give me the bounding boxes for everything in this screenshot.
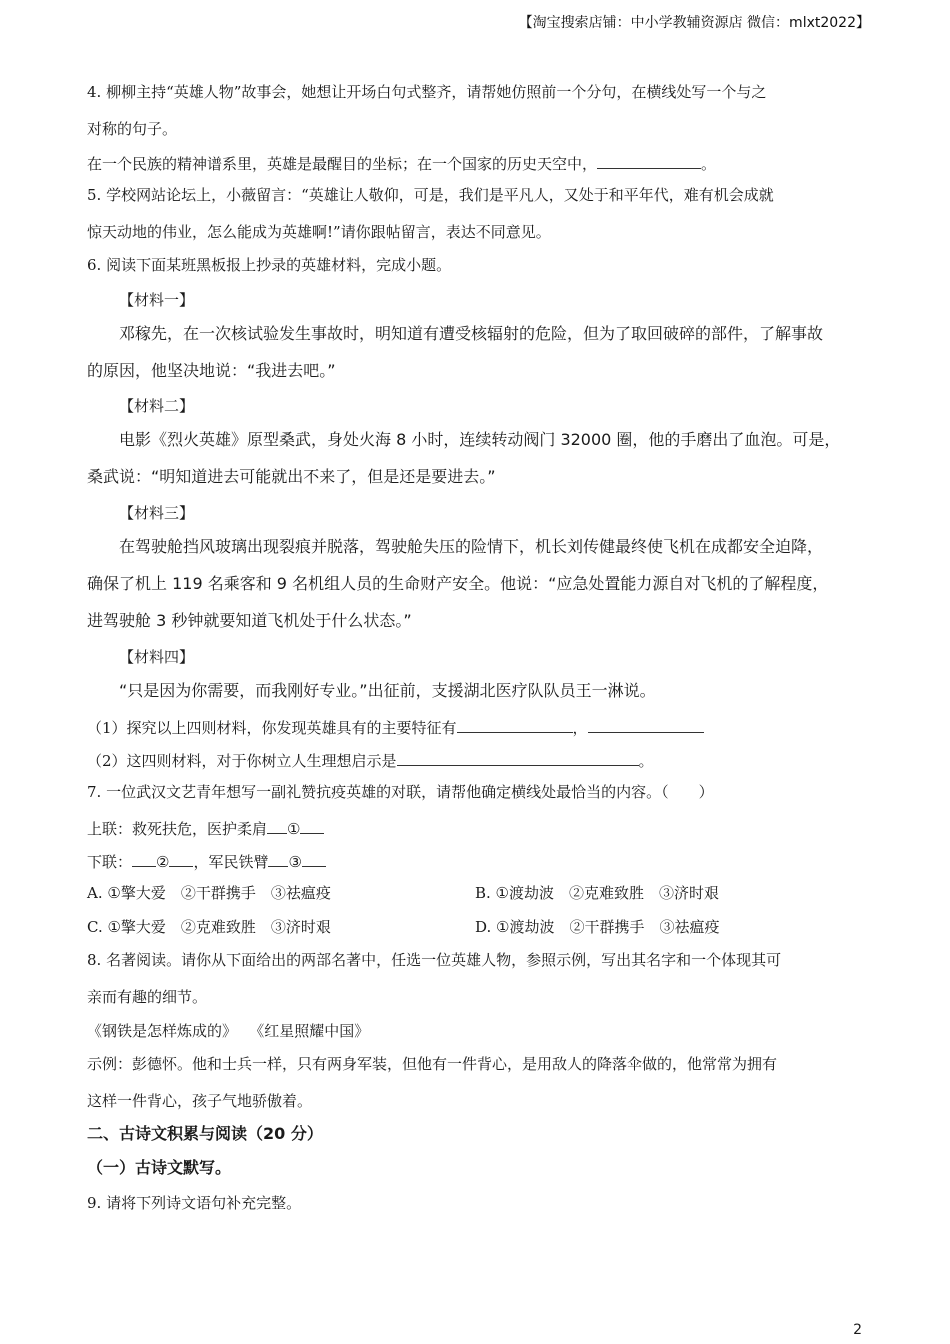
q9-line: 9. 请将下列诗文语句补充完整。 xyxy=(87,1194,302,1212)
q6-sub-2 xyxy=(87,749,654,771)
q6-line-1: 6. 阅读下面某班黑板报上抄录的英雄材料，完成小题。 xyxy=(87,256,452,274)
q6-sub-1-sep: ， xyxy=(572,719,588,737)
material-2-line-2: 桑武说：“明知道进去可能就出不来了，但是还是要进去。” xyxy=(87,467,496,486)
q6-sub-1-blank-1[interactable] xyxy=(457,716,573,733)
page-header: 【淘宝搜索店铺：中小学教辅资源店 微信：mlxt2022】 xyxy=(518,15,870,31)
couplet-lower-blank-b[interactable] xyxy=(169,850,193,867)
q6-sub-2-stem: （2）这四则材料，对于你树立人生理想启示是 xyxy=(87,752,397,770)
q5-line-1: 5. 学校网站论坛上，小薇留言：“英雄让人敬仰，可是，我们是平凡人，又处于和平年代，难有机会成就 xyxy=(87,186,774,204)
option-d[interactable]: D. ①渡劫波 ②干群携手 ③祛瘟疫 xyxy=(475,918,720,936)
couplet-lower xyxy=(87,850,326,872)
couplet-upper xyxy=(87,817,324,839)
couplet-lower-mark-3: ③ xyxy=(288,853,302,871)
couplet-lower-blank-d[interactable] xyxy=(302,850,326,867)
q4-line-2: 对称的句子。 xyxy=(87,120,178,138)
material-3-line-2: 确保了机上 119 名乘客和 9 名机组人员的生命财产安全。他说：“应急处置能力源自对飞机的了解程度， xyxy=(87,574,829,593)
q4-stem: 在一个民族的精神谱系里，英雄是最醒目的坐标；在一个国家的历史天空中， xyxy=(87,155,598,173)
q8-books: 《钢铁是怎样炼成的》 《红星照耀中国》 xyxy=(87,1022,370,1040)
material-3-title: 【材料三】 xyxy=(119,504,195,522)
material-1-title: 【材料一】 xyxy=(119,291,195,309)
q8-line-2: 亲而有趣的细节。 xyxy=(87,988,208,1006)
material-2-line-1: 电影《烈火英雄》原型桑武，身处火海 8 小时，连续转动阀门 32000 圈，他的手磨出了血泡。可是， xyxy=(119,430,841,449)
couplet-upper-blank-b[interactable] xyxy=(300,817,324,834)
section-2-heading: 二、古诗文积累与阅读（20 分） xyxy=(87,1124,323,1143)
material-4-line-1: “只是因为你需要，而我刚好专业。”出征前，支援湖北医疗队队员王一淋说。 xyxy=(119,681,656,700)
option-a[interactable]: A. ①擎大爱 ②干群携手 ③祛瘟疫 xyxy=(87,884,331,902)
couplet-lower-label: 下联： xyxy=(87,853,133,871)
q6-sub-1 xyxy=(87,716,704,738)
couplet-upper-mark: ① xyxy=(287,820,301,838)
q6-sub-1-blank-2[interactable] xyxy=(588,716,704,733)
couplet-upper-text: 上联：救死扶危，医护柔肩 xyxy=(87,820,268,838)
q8-example-1: 示例：彭德怀。他和士兵一样，只有两身军装，但他有一件背心，是用敌人的降落伞做的，他常常为拥有 xyxy=(87,1055,778,1073)
q4-line-3 xyxy=(87,152,716,174)
q6-sub-2-end: 。 xyxy=(638,752,654,770)
q4-line-1: 4. 柳柳主持“英雄人物”故事会，她想让开场白句式整齐，请帮她仿照前一个分句，在横线处写一个与之 xyxy=(87,83,767,101)
page-number: 2 xyxy=(853,1322,862,1338)
material-2-title: 【材料二】 xyxy=(119,397,195,415)
couplet-lower-blank-a[interactable] xyxy=(132,850,156,867)
couplet-lower-mark-2: ② xyxy=(156,853,170,871)
q5-line-2: 惊天动地的伟业，怎么能成为英雄啊!”请你跟帖留言，表达不同意见。 xyxy=(87,223,551,241)
q7-line-1: 7. 一位武汉文艺青年想写一副礼赞抗疫英雄的对联，请帮他确定横线处最恰当的内容。（ ） xyxy=(87,783,714,801)
material-3-line-3: 进驾驶舱 3 秒钟就要知道飞机处于什么状态。” xyxy=(87,611,412,630)
q4-answer-blank[interactable] xyxy=(597,152,701,169)
option-b[interactable]: B. ①渡劫波 ②克难致胜 ③济时艰 xyxy=(475,884,720,902)
q8-example-2: 这样一件背心，孩子气地骄傲着。 xyxy=(87,1092,313,1110)
q6-sub-1-stem: （1）探究以上四则材料，你发现英雄具有的主要特征有 xyxy=(87,719,457,737)
material-4-title: 【材料四】 xyxy=(119,648,195,666)
material-1-line-1: 邓稼先，在一次核试验发生事故时，明知道有遭受核辐射的危险，但为了取回破碎的部件，了解事故 xyxy=(119,324,824,343)
material-1-line-2: 的原因，他坚决地说：“我进去吧。” xyxy=(87,361,336,380)
q8-line-1: 8. 名著阅读。请你从下面给出的两部名著中，任选一位英雄人物，参照示例，写出其名字和一个体现其可 xyxy=(87,951,782,969)
couplet-lower-blank-c[interactable] xyxy=(268,850,288,867)
q6-sub-2-blank[interactable] xyxy=(397,749,639,766)
couplet-upper-blank-a[interactable] xyxy=(267,817,287,834)
couplet-lower-text: ，军民铁臂 xyxy=(193,853,269,871)
section-2-1-heading: （一）古诗文默写。 xyxy=(87,1158,232,1177)
q4-end: 。 xyxy=(701,155,717,173)
option-c[interactable]: C. ①擎大爱 ②克难致胜 ③济时艰 xyxy=(87,918,331,936)
material-3-line-1: 在驾驶舱挡风玻璃出现裂痕并脱落，驾驶舱失压的险情下，机长刘传健最终使飞机在成都安全迫降， xyxy=(119,537,824,556)
